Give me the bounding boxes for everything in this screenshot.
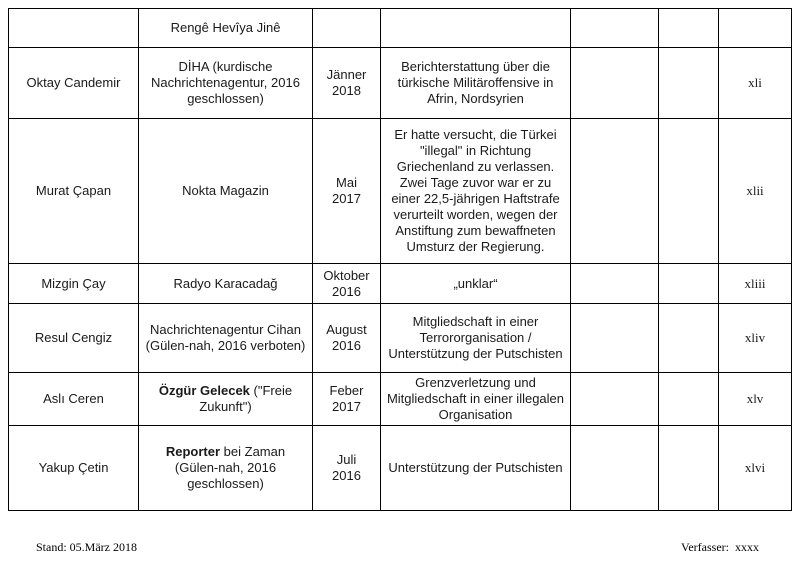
media-cell [139,373,313,426]
name-cell: Mizgin Çay [9,264,139,304]
empty-cell-2 [659,264,719,304]
table-row [9,304,792,373]
footnote-cell: xli [719,48,792,119]
empty-cell-1 [571,373,659,426]
table-row [9,48,792,119]
empty-cell-1 [571,426,659,511]
date-month: August [326,322,367,337]
media-text: Rengê Hevîya Jinê [170,20,281,35]
name-cell: Murat Çapan [9,119,139,264]
date-year: 2016 [332,468,361,483]
empty-cell-2 [659,304,719,373]
empty-cell-2 [659,373,719,426]
media-cell [139,9,313,48]
date-year: 2016 [332,283,361,299]
name-cell: Oktay Candemir [9,48,139,119]
media-text: DİHA (kurdische Nachrichtenagentur, 2016 geschlossen) [151,59,300,106]
journalists-table [8,8,792,511]
date-cell [313,9,381,48]
footnote-cell [719,9,792,48]
footnote-cell: xlii [719,119,792,264]
footnote-cell: xlvi [719,426,792,511]
reason-cell: Unterstützung der Putschisten [381,426,571,511]
date-year: 2016 [332,338,361,353]
media-cell [139,426,313,511]
media-text: ("Freie Zukunft") [199,383,293,414]
reason-cell [381,9,571,48]
media-text: Radyo Karacadağ [173,275,278,291]
empty-cell-2 [659,9,719,48]
footnote-cell: xliv [719,304,792,373]
date-year: 2017 [332,399,361,414]
date-month: Mai [336,175,357,190]
footer-stand-date: Stand: 05.März 2018 [36,540,137,554]
table-row [9,264,792,304]
empty-cell-1 [571,119,659,264]
reason-cell: Grenzverletzung und Mitgliedschaft in einer illegalen Organisation [381,373,571,426]
reason-cell: Mitgliedschaft in einer Terrororganisation / Unterstützung der Putschisten [381,304,571,373]
table-row [9,373,792,426]
media-text: Nachrichtenagentur Cihan (Gülen-nah, 2016 verboten) [145,322,306,353]
empty-cell-1 [571,264,659,304]
date-cell [313,264,381,304]
empty-cell-2 [659,426,719,511]
empty-cell-2 [659,119,719,264]
table-row [9,119,792,264]
reason-cell: Er hatte versucht, die Türkei "illegal" in Richtung Griechenland zu verlassen. Zwei Tage zuvor war er zu einer 22,5-jährigen Haftstrafe verurteilt worden, wegen der Anstiftung zum bewaffneten Umsturz der Regierung. [381,119,571,264]
empty-cell-2 [659,48,719,119]
date-cell [313,426,381,511]
date-year: 2017 [332,191,361,206]
media-cell [139,48,313,119]
media-text: bei Zaman (Gülen-nah, 2016 geschlossen) [174,444,286,491]
empty-cell-1 [571,48,659,119]
name-cell: Aslı Ceren [9,373,139,426]
date-cell [313,119,381,264]
name-cell: Resul Cengiz [9,304,139,373]
table-row [9,9,792,48]
media-bold-text: Reporter [165,444,221,459]
table-row [9,426,792,511]
media-cell [139,304,313,373]
date-month: Jänner [326,67,367,82]
media-cell [139,264,313,304]
reason-cell: Berichterstattung über die türkische Militäroffensive in Afrin, Nordsyrien [381,48,571,119]
name-cell: Yakup Çetin [9,426,139,511]
date-month: Feber [329,383,364,398]
date-year: 2018 [332,83,361,98]
media-cell [139,119,313,264]
name-cell [9,9,139,48]
footer-verfasser: Verfasser: xxxx [681,540,759,554]
media-text: Nokta Magazin [182,183,269,198]
footnote-cell: xlv [719,373,792,426]
footnote-cell: xliii [719,264,792,304]
date-cell [313,48,381,119]
empty-cell-1 [571,9,659,48]
media-bold-text: Özgür Gelecek [158,383,250,398]
date-month: Juli [336,452,357,467]
date-month: Oktober [323,267,370,283]
date-cell [313,373,381,426]
reason-cell: „unklar“ [381,264,571,304]
date-cell [313,304,381,373]
empty-cell-1 [571,304,659,373]
